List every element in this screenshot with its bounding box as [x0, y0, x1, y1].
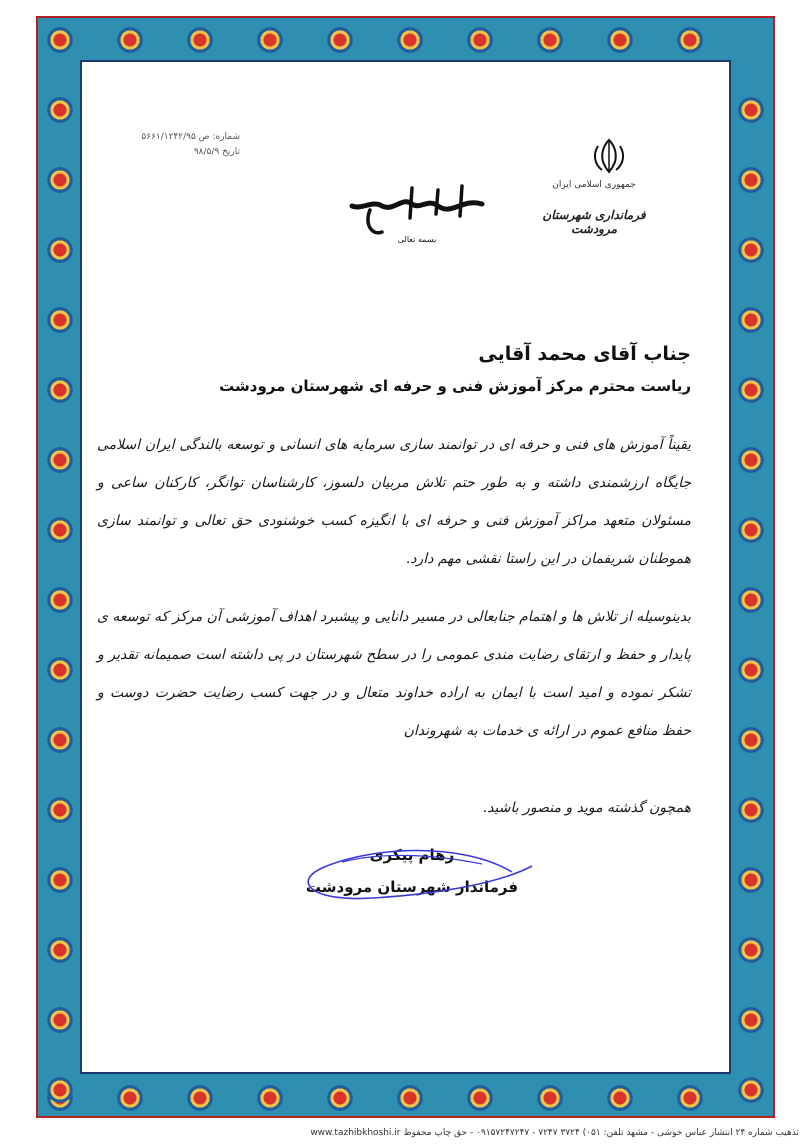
letter-body [97, 426, 691, 770]
iran-emblem-icon [589, 136, 629, 176]
border-ornament [736, 655, 766, 685]
body-paragraph-2: بدینوسیله از تلاش ها و اهتمام جنابعالی در مسیر دانایی و پیشبرد اهداف آموزشی آن مرکز که توسعه ی پایدار و حفظ و ارتقای رضایت مندی عمومی را در سطح شهرستان در پی داشته است صمیمانه تقدیر و تشکر نموده و امید است با ایمان به اراده خداوند متعال و در جهت کسب رضایت حضرت دوست و حفظ منافع عموم در ارائه ی خدمات به شهروندان [97, 609, 691, 739]
body-paragraph-1: یقیناً آموزش های فنی و حرفه ای در توانمند سازی سرمایه های انسانی و توسعه بالندگی ایران اسلامی جایگاه ارزشمندی داشته و به طور حتم تلاش مربیان دلسوز، کارشناسان توانگر، کارکنان ساعی و مسئولان متعهد مراکز آموزش فنی و حرفه ای با انگیزه کسب خوشنودی حق تعالی و توانمند سازی هموطنان شریفمان در این راستا نقشی مهم دارد. [97, 437, 691, 567]
border-ornament [736, 865, 766, 895]
border-ornament [45, 515, 75, 545]
border-ornament [45, 865, 75, 895]
border-ornament [736, 235, 766, 265]
border-ornament [255, 1083, 285, 1113]
border-ornament [535, 25, 565, 55]
signatory-title: فرماندار شهرستان مرودشت [305, 878, 519, 896]
border-ornament [45, 305, 75, 335]
signatory-name: رهام پیکری [369, 846, 455, 864]
border-ornament [736, 1005, 766, 1035]
reference-block [130, 130, 240, 160]
letter-page [86, 66, 725, 1068]
border-ornament [465, 25, 495, 55]
border-ornament [736, 445, 766, 475]
issuer-block [539, 180, 649, 236]
border-ornament [605, 25, 635, 55]
border-ornament [115, 1083, 145, 1113]
border-ornament [45, 235, 75, 265]
border-ornament [45, 25, 75, 55]
border-ornament [736, 305, 766, 335]
border-ornament [675, 25, 705, 55]
footer-credit: تذهیب شماره ۲۴ انتشار عباس خوشی - مشهد تلفن: ۰۵۱) ۳۷۲۴ ۷۲۴۷ - ۰۹۱۵۷۲۴۷۲۴۷ - حق چاپ محفوظ www.tazhibkhoshi.ir [310, 1128, 799, 1138]
country-name: جمهوری اسلامی ایران [552, 180, 636, 190]
border-ornament [325, 1083, 355, 1113]
border-ornament [736, 165, 766, 195]
svg-text:بسمه تعالی: بسمه تعالی [397, 235, 437, 244]
border-ornament [325, 25, 355, 55]
border-ornament [736, 585, 766, 615]
border-ornament [185, 1083, 215, 1113]
border-ornament [45, 1075, 75, 1105]
border-ornament [45, 445, 75, 475]
recipient-title: ریاست محترم مرکز آموزش فنی و حرفه ای شهرستان مرودشت [219, 377, 691, 395]
recipient-block [219, 343, 691, 395]
border-ornament [736, 515, 766, 545]
bismillah-calligraphy [342, 176, 492, 246]
border-ornament [45, 1005, 75, 1035]
border-ornament [45, 795, 75, 825]
border-ornament [45, 935, 75, 965]
border-ornament [736, 935, 766, 965]
border-ornament [395, 25, 425, 55]
reference-date: تاریخ ۹۸/۵/۹ [193, 147, 240, 157]
border-ornament [736, 1075, 766, 1105]
recipient-name: جناب آقای محمد آقایی [478, 343, 691, 365]
border-ornament [535, 1083, 565, 1113]
border-ornament [736, 95, 766, 125]
handwritten-signature [282, 842, 542, 912]
border-ornament [255, 25, 285, 55]
border-ornament [185, 25, 215, 55]
border-ornament [45, 95, 75, 125]
border-ornament [605, 1083, 635, 1113]
closing-line: همچون گذشته موید و منصور باشید. [482, 800, 691, 816]
border-ornament [45, 725, 75, 755]
border-ornament [736, 375, 766, 405]
reference-number: شماره: ص ۵۶۶۱/۱۲۴۲/۹۵ [141, 132, 240, 142]
signature-block [282, 846, 542, 896]
border-ornament [395, 1083, 425, 1113]
border-ornament [45, 585, 75, 615]
border-ornament [45, 165, 75, 195]
border-ornament [465, 1083, 495, 1113]
border-ornament [675, 1083, 705, 1113]
border-ornament [45, 375, 75, 405]
border-ornament [736, 725, 766, 755]
border-ornament [115, 25, 145, 55]
border-ornament [45, 655, 75, 685]
office-name: فرمانداری شهرستان مرودشت [542, 208, 646, 236]
border-ornament [736, 795, 766, 825]
